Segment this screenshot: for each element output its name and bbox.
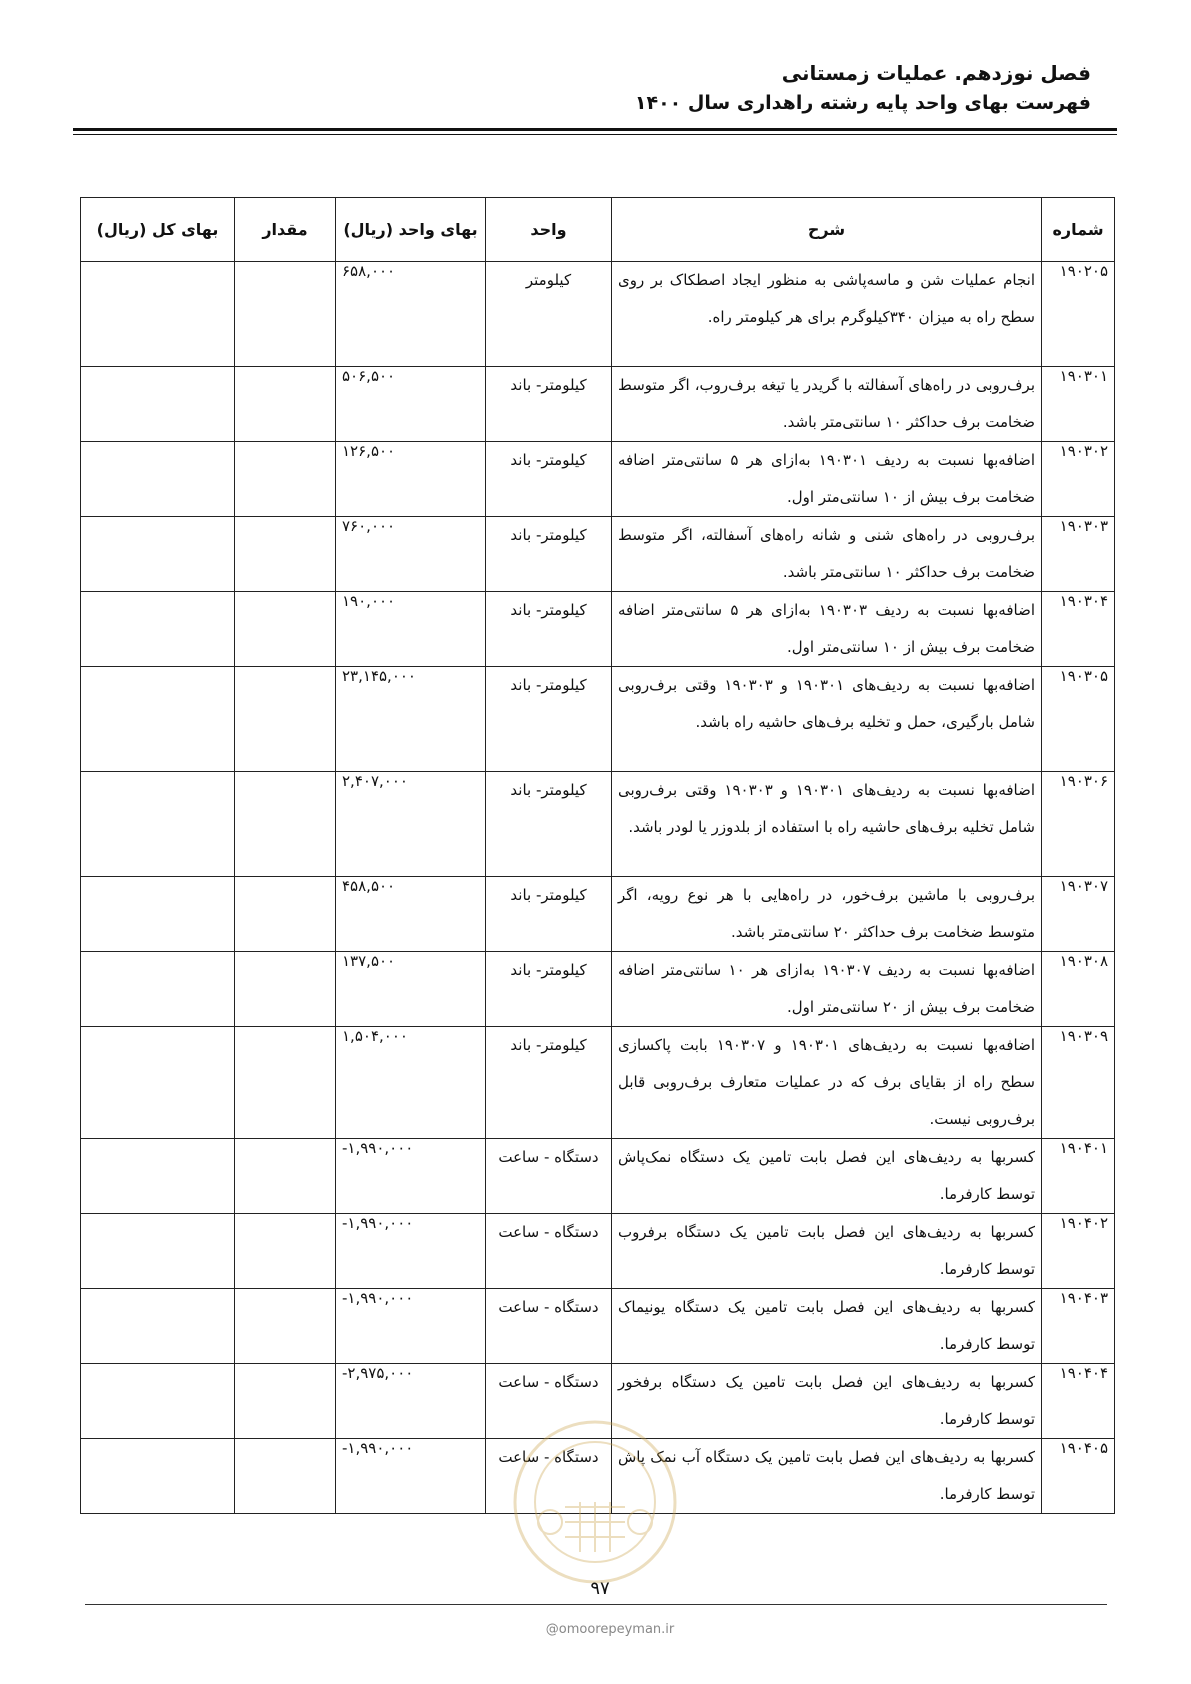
row-unit-price: ۱۲۶,۵۰۰ (336, 442, 486, 517)
row-description: اضافه‌بها نسبت به ردیف‌های ۱۹۰۳۰۱ و ۱۹۰۳۰۷ بابت پاکسازی سطح راه از بقایای برف که در عملیات متعارف برف‌روبی قابل برف‌روبی نیست. (612, 1027, 1042, 1139)
row-unit-price: -۱,۹۹۰,۰۰۰ (336, 1289, 486, 1364)
row-quantity (235, 367, 336, 442)
row-quantity (235, 1139, 336, 1214)
row-description: برف‌روبی با ماشین برف‌خور، در راه‌هایی با هر نوع رویه، اگر متوسط ضخامت برف حداکثر ۲۰ سانتی‌متر باشد. (612, 877, 1042, 952)
table-body (81, 262, 1115, 1514)
row-unit: کیلومتر- باند (486, 772, 612, 877)
row-quantity (235, 262, 336, 367)
header-quantity: مقدار (235, 198, 336, 262)
row-quantity (235, 1289, 336, 1364)
row-code: ۱۹۰۳۰۴ (1042, 592, 1115, 667)
row-unit-price: ۱۹۰,۰۰۰ (336, 592, 486, 667)
row-total-price (81, 1439, 235, 1514)
row-description: انجام عملیات شن و ماسه‌پاشی به منظور ایجاد اصطکاک بر روی سطح راه به میزان ۳۴۰کیلوگرم برای هر کیلومتر راه. (612, 262, 1042, 367)
watermark-seal-icon (505, 1412, 685, 1592)
row-unit: دستگاه - ساعت (486, 1139, 612, 1214)
row-description: کسربها به ردیف‌های این فصل بابت تامین یک دستگاه یونیماک توسط کارفرما. (612, 1289, 1042, 1364)
table-row (81, 877, 1115, 952)
row-total-price (81, 262, 235, 367)
row-total-price (81, 367, 235, 442)
row-unit: دستگاه - ساعت (486, 1364, 612, 1439)
table-row (81, 592, 1115, 667)
row-quantity (235, 952, 336, 1027)
header-code: شماره (1042, 198, 1115, 262)
row-total-price (81, 1364, 235, 1439)
row-code: ۱۹۰۳۰۹ (1042, 1027, 1115, 1139)
row-total-price (81, 667, 235, 772)
table-row (81, 1214, 1115, 1289)
row-unit: کیلومتر- باند (486, 667, 612, 772)
row-code: ۱۹۰۳۰۱ (1042, 367, 1115, 442)
row-unit-price: ۴۵۸,۵۰۰ (336, 877, 486, 952)
row-unit-price: -۱,۹۹۰,۰۰۰ (336, 1439, 486, 1514)
row-description: برف‌روبی در راه‌های آسفالته با گریدر یا تیغه برف‌روب، اگر متوسط ضخامت برف حداکثر ۱۰ سانتی‌متر باشد. (612, 367, 1042, 442)
table-row (81, 1027, 1115, 1139)
row-code: ۱۹۰۳۰۲ (1042, 442, 1115, 517)
row-total-price (81, 517, 235, 592)
row-description: اضافه‌بها نسبت به ردیف ۱۹۰۳۰۷ به‌ازای هر ۱۰ سانتی‌متر اضافه ضخامت برف بیش از ۲۰ سانتی‌متر اول. (612, 952, 1042, 1027)
table-row (81, 1289, 1115, 1364)
row-unit-price: ۲۳,۱۴۵,۰۰۰ (336, 667, 486, 772)
row-unit: کیلومتر- باند (486, 442, 612, 517)
row-code: ۱۹۰۳۰۶ (1042, 772, 1115, 877)
row-unit: کیلومتر (486, 262, 612, 367)
page-number: ۹۷ (590, 1578, 610, 1599)
row-code: ۱۹۰۳۰۳ (1042, 517, 1115, 592)
row-total-price (81, 1027, 235, 1139)
table-row (81, 772, 1115, 877)
row-description: کسربها به ردیف‌های این فصل بابت تامین یک دستگاه آب نمک پاش توسط کارفرما. (612, 1439, 1042, 1514)
row-code: ۱۹۰۴۰۵ (1042, 1439, 1115, 1514)
row-quantity (235, 442, 336, 517)
row-code: ۱۹۰۴۰۱ (1042, 1139, 1115, 1214)
header-rule-thick (73, 128, 1117, 131)
document-subtitle: فهرست بهای واحد پایه رشته راهداری سال ۱۴۰۰ (634, 92, 1091, 114)
row-description: اضافه‌بها نسبت به ردیف ۱۹۰۳۰۳ به‌ازای هر ۵ سانتی‌متر اضافه ضخامت برف بیش از ۱۰ سانتی‌متر اول. (612, 592, 1042, 667)
row-total-price (81, 442, 235, 517)
row-unit: کیلومتر- باند (486, 1027, 612, 1139)
table-row (81, 667, 1115, 772)
row-description: اضافه‌بها نسبت به ردیف‌های ۱۹۰۳۰۱ و ۱۹۰۳۰۳ وقتی برف‌روبی شامل بارگیری، حمل و تخلیه برف‌های حاشیه راه باشد. (612, 667, 1042, 772)
row-unit: دستگاه - ساعت (486, 1214, 612, 1289)
row-unit-price: ۱۳۷,۵۰۰ (336, 952, 486, 1027)
row-quantity (235, 592, 336, 667)
page-header (91, 58, 1091, 118)
row-unit-price: ۶۵۸,۰۰۰ (336, 262, 486, 367)
row-description: برف‌روبی در راه‌های شنی و شانه راه‌های آسفالته، اگر متوسط ضخامت برف حداکثر ۱۰ سانتی‌متر باشد. (612, 517, 1042, 592)
row-unit: کیلومتر- باند (486, 952, 612, 1027)
row-code: ۱۹۰۴۰۳ (1042, 1289, 1115, 1364)
header-description: شرح (612, 198, 1042, 262)
row-unit-price: ۵۰۶,۵۰۰ (336, 367, 486, 442)
row-description: کسربها به ردیف‌های این فصل بابت تامین یک دستگاه برفروب توسط کارفرما. (612, 1214, 1042, 1289)
row-quantity (235, 772, 336, 877)
row-unit: دستگاه - ساعت (486, 1289, 612, 1364)
row-quantity (235, 1439, 336, 1514)
row-total-price (81, 877, 235, 952)
header-rule-thin (73, 134, 1117, 135)
row-unit: کیلومتر- باند (486, 877, 612, 952)
row-total-price (81, 952, 235, 1027)
header-total-price: بهای کل (ریال) (81, 198, 235, 262)
row-code: ۱۹۰۳۰۸ (1042, 952, 1115, 1027)
table-row (81, 517, 1115, 592)
row-unit-price: -۱,۹۹۰,۰۰۰ (336, 1139, 486, 1214)
row-unit: کیلومتر- باند (486, 592, 612, 667)
price-list-table (80, 197, 1115, 1514)
row-unit: کیلومتر- باند (486, 367, 612, 442)
table-row (81, 1139, 1115, 1214)
row-quantity (235, 877, 336, 952)
row-unit-price: -۱,۹۹۰,۰۰۰ (336, 1214, 486, 1289)
row-description: اضافه‌بها نسبت به ردیف ۱۹۰۳۰۱ به‌ازای هر ۵ سانتی‌متر اضافه ضخامت برف بیش از ۱۰ سانتی‌متر اول. (612, 442, 1042, 517)
header-unit: واحد (486, 198, 612, 262)
row-quantity (235, 1214, 336, 1289)
row-code: ۱۹۰۳۰۵ (1042, 667, 1115, 772)
row-total-price (81, 592, 235, 667)
row-unit-price: ۷۶۰,۰۰۰ (336, 517, 486, 592)
row-quantity (235, 1364, 336, 1439)
row-code: ۱۹۰۳۰۷ (1042, 877, 1115, 952)
row-unit-price: -۲,۹۷۵,۰۰۰ (336, 1364, 486, 1439)
row-code: ۱۹۰۲۰۵ (1042, 262, 1115, 367)
table-row (81, 952, 1115, 1027)
row-description: اضافه‌بها نسبت به ردیف‌های ۱۹۰۳۰۱ و ۱۹۰۳۰۳ وقتی برف‌روبی شامل تخلیه برف‌های حاشیه راه با استفاده از بلدوزر یا لودر باشد. (612, 772, 1042, 877)
table-row (81, 442, 1115, 517)
row-total-price (81, 1289, 235, 1364)
footer-rule (85, 1604, 1107, 1605)
row-quantity (235, 517, 336, 592)
row-quantity (235, 1027, 336, 1139)
table-header-row (81, 198, 1115, 262)
table-row (81, 367, 1115, 442)
row-quantity (235, 667, 336, 772)
row-code: ۱۹۰۴۰۴ (1042, 1364, 1115, 1439)
row-code: ۱۹۰۴۰۲ (1042, 1214, 1115, 1289)
site-watermark-text: @omoorepeyman.ir (545, 1622, 675, 1637)
row-total-price (81, 772, 235, 877)
row-total-price (81, 1139, 235, 1214)
row-unit-price: ۲,۴۰۷,۰۰۰ (336, 772, 486, 877)
row-description: کسربها به ردیف‌های این فصل بابت تامین یک دستگاه نمک‌پاش توسط کارفرما. (612, 1139, 1042, 1214)
row-unit-price: ۱,۵۰۴,۰۰۰ (336, 1027, 486, 1139)
row-total-price (81, 1214, 235, 1289)
table-row (81, 262, 1115, 367)
chapter-title: فصل نوزدهم. عملیات زمستانی (781, 61, 1091, 85)
row-unit: کیلومتر- باند (486, 517, 612, 592)
header-unit-price: بهای واحد (ریال) (336, 198, 486, 262)
row-unit: دستگاه - ساعت (486, 1439, 612, 1514)
row-description: کسربها به ردیف‌های این فصل بابت تامین یک دستگاه برفخور توسط کارفرما. (612, 1364, 1042, 1439)
